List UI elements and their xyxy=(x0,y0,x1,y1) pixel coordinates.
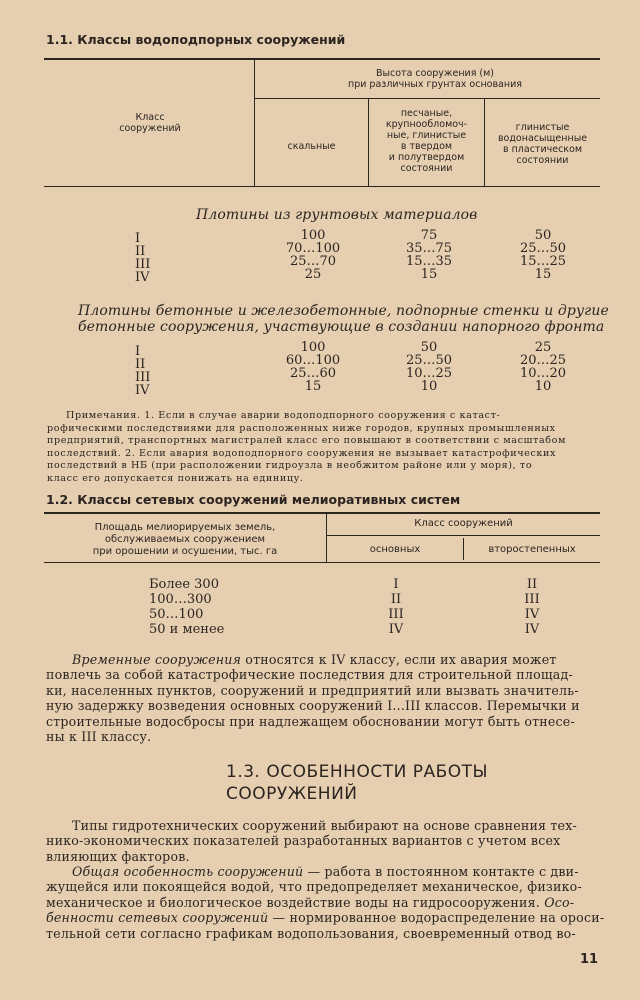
section-heading-line2: СООРУЖЕНИЙ xyxy=(226,784,358,804)
table1-col-rock-header: скальные xyxy=(287,141,336,152)
table2-secondary-cell: IV xyxy=(524,607,540,622)
table2-main-cell: IV xyxy=(388,622,404,637)
table1-g1-class: III xyxy=(135,257,151,272)
table1-g1-class: IV xyxy=(135,270,150,285)
table1-g1-sand-cell: 35…75 xyxy=(405,241,453,256)
table1-g2-class: III xyxy=(135,370,151,385)
term-network-features-a: Осо- xyxy=(544,894,575,910)
table2-secondary-classes xyxy=(496,577,568,637)
table1-vline-1 xyxy=(254,58,255,186)
table1-g1-sand-cell: 15…35 xyxy=(405,254,453,269)
table1-group2-sand xyxy=(384,341,474,393)
table1-height-header: Высота сооружения (м) при различных грунтах основания xyxy=(348,68,522,90)
table2-main-classes xyxy=(360,577,432,637)
text-line: строительные водосбросы при надлежащем обосновании могут быть отнесе- xyxy=(46,713,575,729)
table1-g1-sand-cell: 15 xyxy=(420,267,438,282)
text-line: жущейся или покоящейся водой, что предопределяет механическое, физико- xyxy=(46,879,582,895)
table2-area-cell: 50…100 xyxy=(149,607,204,622)
table1-g2-clay-cell: 10 xyxy=(534,379,552,394)
table2-header-mid-rule xyxy=(326,535,600,536)
table2-main-cell: II xyxy=(390,592,402,607)
term-network-features-b: бенности сетевых сооружений xyxy=(46,910,269,926)
table1-title: 1.1. Классы водоподпорных сооружений xyxy=(46,32,346,47)
table1-g2-rock-cell: 60…100 xyxy=(285,353,341,368)
table1-g2-sand-cell: 25…50 xyxy=(405,353,453,368)
table1-g1-sand-cell: 75 xyxy=(420,228,438,243)
table1-g2-clay-cell: 25 xyxy=(534,340,552,355)
table1-group1-rock xyxy=(268,229,358,281)
table2-secondary-cell: III xyxy=(524,592,540,607)
section-paragraph-1 xyxy=(46,818,577,864)
table1-g2-rock-cell: 25…60 xyxy=(289,366,337,381)
table2-area-header: Площадь мелиорируемых земель, обслуживаемых сооружением при орошении и осушении, тыс. га xyxy=(92,522,278,557)
note-line: последствий. 2. Если авария водоподпорного сооружения не вызывает катастрофических xyxy=(47,447,556,459)
table1-group1-title: Плотины из грунтовых материалов xyxy=(196,207,478,223)
note-line: класс его допускается понижать на единицу. xyxy=(47,472,304,484)
table1-g2-sand-cell: 10…25 xyxy=(405,366,453,381)
table1-g1-rock-cell: 25…70 xyxy=(289,254,337,269)
table1-g1-class: II xyxy=(135,244,146,259)
table1-group2-clay xyxy=(498,341,588,393)
table1-group2-title-line1: Плотины бетонные и железобетонные, подпорные стенки и другие xyxy=(78,303,609,319)
table1-g2-sand-cell: 10 xyxy=(420,379,438,394)
table2-secondary-cell: IV xyxy=(524,622,540,637)
table1-g1-class: I xyxy=(135,231,141,246)
table1-g1-rock-cell: 25 xyxy=(304,267,322,282)
table1-header-mid-rule xyxy=(254,98,600,99)
table1-class-header: Класс сооружений xyxy=(119,112,181,134)
table2-title: 1.2. Классы сетевых сооружений мелиоративных систем xyxy=(46,492,461,507)
note-line: предприятий, транспортных магистралей класс его повышают в соответствии с масштабом xyxy=(47,435,567,447)
table1-col-clay-header: глинистые водонасыщенные в пластическом состоянии xyxy=(497,122,588,166)
table2-top-rule xyxy=(44,512,600,514)
text-line: Типы гидротехнических сооружений выбирают на основе сравнения тех- xyxy=(72,818,577,833)
table2-main-cell: I xyxy=(393,577,399,592)
table1-group2-title-line2: бетонные сооружения, участвующие в создании напорного фронта xyxy=(78,319,605,335)
table1-group2-classes xyxy=(135,345,175,397)
table2-areas xyxy=(149,577,269,637)
table2-col-main-header: основных xyxy=(369,544,421,555)
table1-g2-class: II xyxy=(135,357,146,372)
table1-g2-sand-cell: 50 xyxy=(420,340,438,355)
term-temporary: Временные сооружения xyxy=(72,652,242,667)
table1-g1-clay-cell: 25…50 xyxy=(519,241,567,256)
table1-g2-class: IV xyxy=(135,383,150,398)
table2-area-cell: 100…300 xyxy=(149,592,212,607)
table2-area-cell: 50 и менее xyxy=(149,622,225,637)
text-line: влияющих факторов. xyxy=(46,848,190,864)
page-number: 11 xyxy=(580,952,599,967)
table1-g1-rock-cell: 100 xyxy=(300,228,326,243)
text-line: ны к III классу. xyxy=(46,729,152,745)
table2-area-cell: Более 300 xyxy=(149,577,219,592)
text-line: повлечь за собой катастрофические последствия для строительной площад- xyxy=(46,667,573,683)
section-heading-line1: 1.3. ОСОБЕННОСТИ РАБОТЫ xyxy=(226,762,489,782)
table2-main-cell: III xyxy=(388,607,404,622)
text-line: нико-экономических показателей разработанных вариантов с учетом всех xyxy=(46,833,561,849)
table1-g1-clay-cell: 50 xyxy=(534,228,552,243)
section-paragraph-2: Общая особенность сооружений — работа в постоянном контакте с дви- жущейся или покоящейся водой, что предопределяет механическое, физико- механическое и биологическое воздействие воды на гидросооружения. Осо- бенности сетевых сооружений — нормированное водораспределение на ороси- тельной сети согласно графикам водопользования, своевременный отвод во- xyxy=(46,864,605,941)
table1-g1-clay-cell: 15 xyxy=(534,267,552,282)
text-line: ную задержку возведения основных сооружений I...III классов. Перемычки и xyxy=(46,698,580,714)
table1-g2-rock-cell: 15 xyxy=(304,379,322,394)
table2-header-bottom-rule xyxy=(44,562,600,563)
note-line: рофическими последствиями для расположенных ниже городов, крупных промышленных xyxy=(47,422,556,434)
table1-g1-clay-cell: 15…25 xyxy=(519,254,567,269)
table1-header-bottom-rule xyxy=(44,186,600,187)
table1-group1-sand xyxy=(384,229,474,281)
temporary-structures-paragraph: Временные сооружения относятся к IV классу, если их авария может повлечь за собой катастрофические последствия для строительной площад- ки, населенных пунктов, сооружений и предприятий или вызвать значитель- ную задержку возведения основных сооружений I...III классов. Перемычки и строительные водосбросы при надлежащем обосновании могут быть отнесе- ны к III классу. xyxy=(46,652,580,745)
table1-group2-rock xyxy=(268,341,358,393)
table1-g2-rock-cell: 100 xyxy=(300,340,326,355)
table1-group1-clay xyxy=(498,229,588,281)
note-line: Примечания. 1. Если в случае аварии водоподпорного сооружения с катаст- xyxy=(66,410,501,421)
table1-g2-clay-cell: 10…20 xyxy=(519,366,567,381)
table1-g1-rock-cell: 70…100 xyxy=(285,241,341,256)
table1-top-rule xyxy=(44,58,600,60)
table2-class-header: Класс сооружений xyxy=(414,518,513,529)
table2-secondary-cell: II xyxy=(526,577,538,592)
table2-col-secondary-header: второстепенных xyxy=(488,544,576,555)
table1-g2-clay-cell: 20…25 xyxy=(519,353,567,368)
table1-group1-classes xyxy=(135,232,175,284)
table1-notes xyxy=(47,410,567,486)
table1-col-sand-header: песчаные, крупнообломоч- ные, глинистые в твердом и полутвердом состоянии xyxy=(385,108,468,174)
term-common-feature: Общая особенность сооружений xyxy=(72,864,304,879)
table1-g2-class: I xyxy=(135,344,141,359)
note-line: последствий в НБ (при расположении гидроузла в необжитом районе или у моря), то xyxy=(47,460,533,472)
text-line: тельной сети согласно графикам водопользования, своевременный отвод во- xyxy=(46,925,576,941)
text-line: ки, населенных пунктов, сооружений и предприятий или вызвать значитель- xyxy=(46,682,579,698)
